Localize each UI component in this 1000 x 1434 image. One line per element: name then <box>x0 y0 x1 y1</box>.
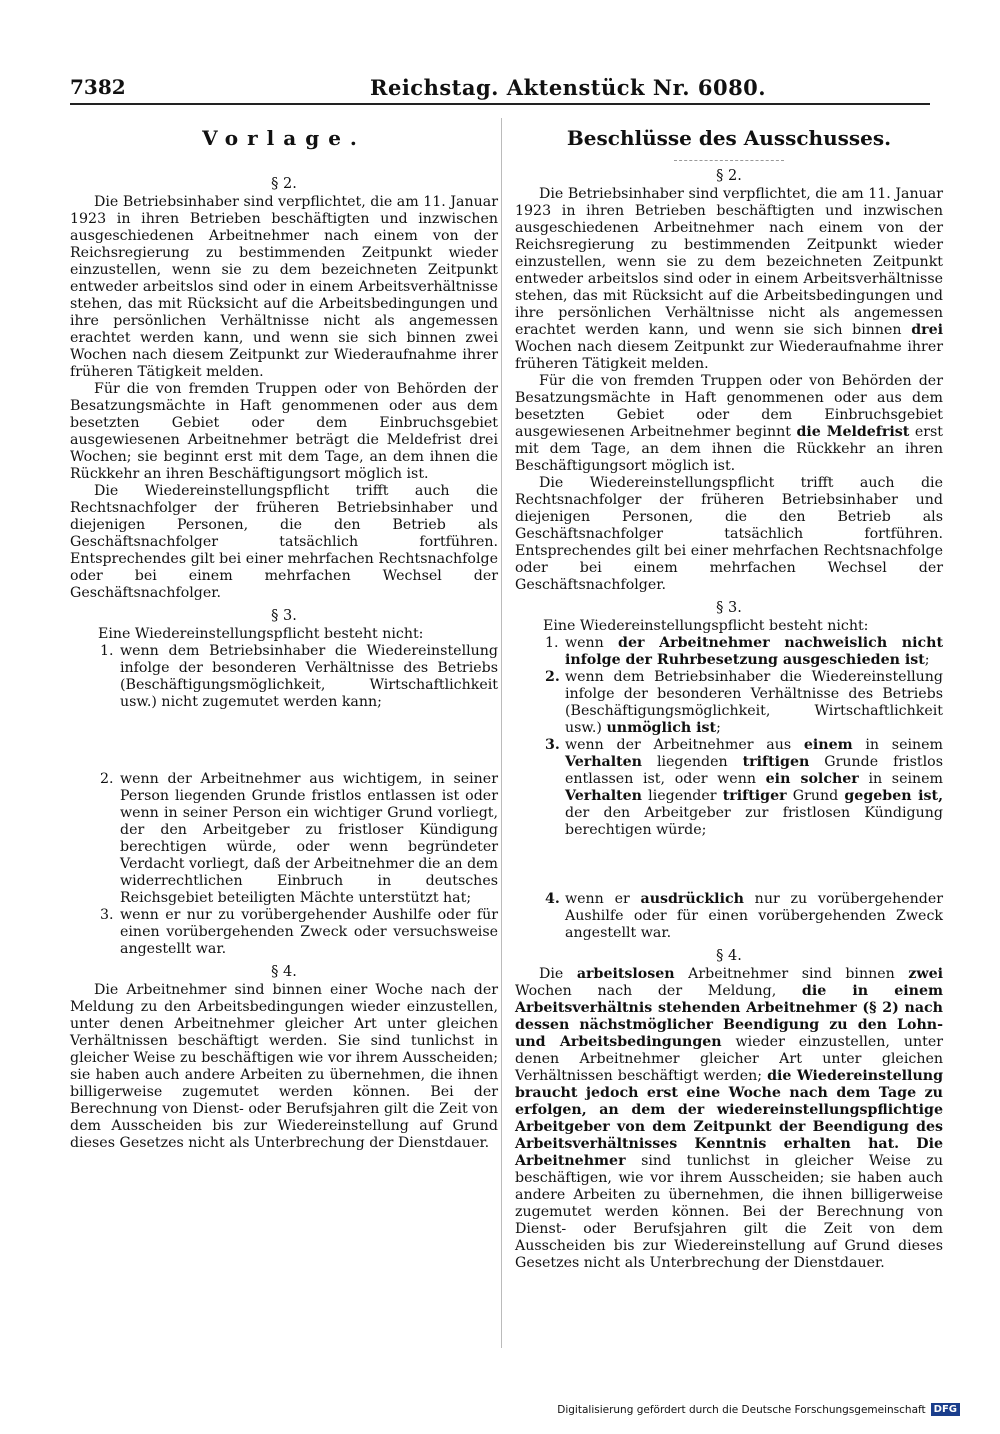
paragraph: Die arbeitslosen Arbeitnehmer sind binnen zwei Wochen nach der Meldung, die in einem Arbeitsverhältnis stehenden Arbeitnehmer (§ 2) nach dessen nächstmöglicher Beendigung zu den Lohn- und Arbeitsbedingungen wieder einzustellen, unter denen Arbeitnehmer gleicher Art unter gleichen Verhältnissen beschäftigt werden; die Wiedereinstellung braucht jedoch erst eine Woche nach dem Tage zu erfolgen, an dem der wiedereinstellungspflichtige Arbeitgeber von dem Zeitpunkt der Beendigung des Arbeitsverhältnisses Kenntnis erhalten hat. Die Arbeitnehmer sind tunlichst in gleicher Weise zu beschäftigen, wie vor ihrem Ausscheiden; sie haben auch andere Arbeiten zu übernehmen, die ihnen billigerweise zugemutet werden können. Bei der Berechnung von Dienst- oder Berufsjahren gilt die Zeit von dem Ausscheiden bis zur Wiedereinstellung auf Grund dieses Gesetzes nicht als Unterbrechung der Dienstdauer. <box>515 966 943 1271</box>
header-rule <box>70 103 930 105</box>
list-item <box>100 771 498 907</box>
item-text: wenn dem Betriebsinhaber die Wiedereinstellung infolge der besonderen Verhältnisse des Betriebs (Beschäftigungsmöglichkeit, Wirtschaftlichkeit usw.) nicht zugemutet werden kann; <box>120 643 498 710</box>
list-item <box>545 669 943 737</box>
page-number: 7382 <box>70 75 126 99</box>
paragraph: Die Arbeitnehmer sind binnen einer Woche nach der Meldung zu den Arbeitsbedingungen wieder einzustellen, unter denen Arbeitnehmer gleicher Art unter gleichen Verhältnissen beschäftigt werden. Sie sind tunlichst in gleicher Weise zu beschäftigen wie vor ihrem Ausscheiden; sie haben auch andere Arbeiten zu übernehmen, die ihnen billigerweise zugemutet werden können. Bei der Berechnung von Dienst- oder Berufsjahren gilt die Zeit von dem Ausscheiden bis zur Wiedereinstellung auf Grund dieses Gesetzes nicht als Unterbrechung der Dienstdauer. <box>70 982 498 1151</box>
list-item <box>545 635 943 669</box>
running-title: Reichstag. Aktenstück Nr. 6080. <box>370 75 767 100</box>
spacer <box>515 839 943 891</box>
dfg-logo: DFG <box>931 1403 960 1416</box>
left-column <box>70 118 498 1152</box>
column-separator <box>501 118 502 1348</box>
item-number: 2. <box>545 669 560 685</box>
section-title: § 2. <box>716 168 742 184</box>
section-title: § 3. <box>716 600 742 616</box>
left-column-heading: Vorlage. <box>202 126 366 150</box>
spacer <box>70 711 498 771</box>
paragraph: Für die von fremden Truppen oder von Behörden der Besatzungsmächte in Haft genommenen oder aus dem besetzten Gebiet oder dem Einbruchsgebiet ausgewiesenen Arbeitnehmer beträgt die Meldefrist drei Wochen; sie beginnt erst mit dem Tage, an dem ihnen die Rückkehr an ihren Beschäftigungsort möglich ist. <box>70 381 498 482</box>
section-intro: Eine Wiedereinstellungspflicht besteht nicht: <box>543 618 869 634</box>
list-item <box>100 907 498 958</box>
paragraph: Die Betriebsinhaber sind verpflichtet, die am 11. Januar 1923 in ihren Betrieben beschäftigten und inzwischen ausgeschiedenen Arbeitnehmer nach einem von der Reichsregierung zu bestimmenden Zeitpunkt wieder einzustellen, wenn sie zu dem bezeichneten Zeitpunkt entweder arbeitslos sind oder in einem Arbeitsverhältnisse stehen, das mit Rücksicht auf die Arbeitsbedingungen und ihre persönlichen Verhältnisse nicht als angemessen erachtet werden kann, und wenn sie sich binnen zwei Wochen nach diesem Zeitpunkt zur Wiederaufnahme ihrer früheren Tätigkeit melden. <box>70 194 498 380</box>
item-number: 4. <box>545 891 560 907</box>
item-number: 1. <box>545 635 559 651</box>
paragraph: Die Wiedereinstellungspflicht trifft auch die Rechtsnachfolger der früheren Betriebsinhaber und diejenigen Personen, die den Betrieb als Geschäftsnachfolger tatsächlich fortführen. Entsprechendes gilt bei einer mehrfachen Rechtsnachfolge oder bei einem mehrfachen Wechsel der Geschäftsnachfolger. <box>70 483 498 601</box>
section-title: § 4. <box>716 948 742 964</box>
list-item <box>545 737 943 839</box>
right-column-heading: Beschlüsse des Ausschusses. <box>566 126 892 150</box>
item-number: 3. <box>545 737 560 753</box>
section-title: § 4. <box>271 964 297 980</box>
item-number: 3. <box>100 907 114 923</box>
paragraph: Die Betriebsinhaber sind verpflichtet, die am 11. Januar 1923 in ihren Betrieben beschäftigten und inzwischen ausgeschiedenen Arbeitnehmer nach einem von der Reichsregierung zu bestimmenden Zeitpunkt wieder einzustellen, wenn sie zu dem bezeichneten Zeitpunkt entweder arbeitslos sind oder in einem Arbeitsverhältnisse stehen, das mit Rücksicht auf die Arbeitsbedingungen und ihre persönlichen Verhältnisse nicht als angemessen erachtet werden kann, und wenn sie sich binnen drei Wochen nach diesem Zeitpunkt zur Wiederaufnahme ihrer früheren Tätigkeit melden. <box>515 186 943 372</box>
item-number: 1. <box>100 643 114 659</box>
footer-text: Digitalisierung gefördert durch die Deutsche Forschungsgemeinschaft <box>557 1403 926 1416</box>
footer-credit <box>557 1403 960 1416</box>
item-text: wenn der Arbeitnehmer aus einem in seinem Verhalten liegenden triftigen Grunde fristlos entlassen ist, oder wenn ein solcher in seinem Verhalten liegender triftiger Grund gegeben ist, der den Arbeitgeber zur fristlosen Kündigung berechtigen würde; <box>565 737 944 838</box>
item-text: wenn er ausdrücklich nur zu vorübergehender Aushilfe oder für einen vorübergehenden Zweck angestellt war. <box>565 891 943 941</box>
item-text: wenn der Arbeitnehmer aus wichtigem, in seiner Person liegenden Grunde fristlos entlassen ist oder wenn in seiner Person ein wichtiger Grund vorliegt, der den Arbeitgeber zu fristloser Kündigung berechtigen würde, oder wenn begründeter Verdacht vorliegt, daß der Arbeitnehmer die an dem widerrechtlichen Einbruch in deutsches Reichsgebiet beteiligten Mächte unterstützt hat; <box>120 771 498 906</box>
item-text: wenn der Arbeitnehmer nachweislich nicht infolge der Ruhrbesetzung ausgeschieden ist; <box>565 635 943 668</box>
item-text: wenn dem Betriebsinhaber die Wiedereinstellung infolge der besonderen Verhältnisse des Betriebs (Beschäftigungsmöglichkeit, Wirtschaftlichkeit usw.) unmöglich ist; <box>565 669 943 736</box>
heading-rule <box>674 160 784 162</box>
section-title: § 3. <box>271 608 297 624</box>
paragraph: Für die von fremden Truppen oder von Behörden der Besatzungsmächte in Haft genommenen oder aus dem besetzten Gebiet oder dem Einbruchsgebiet ausgewiesenen Arbeitnehmer beginnt die Meldefrist erst mit dem Tage, an dem ihnen die Rückkehr an ihren Beschäftigungsort möglich ist. <box>515 373 943 474</box>
section-title: § 2. <box>271 176 297 192</box>
list-item <box>100 643 498 711</box>
item-number: 2. <box>100 771 114 787</box>
paragraph: Die Wiedereinstellungspflicht trifft auch die Rechtsnachfolger der früheren Betriebsinhaber und diejenigen Personen, die den Betrieb als Geschäftsnachfolger tatsächlich fortführen. Entsprechendes gilt bei einer mehrfachen Rechtsnachfolge oder bei einem mehrfachen Wechsel der Geschäftsnachfolger. <box>515 475 943 593</box>
section-intro: Eine Wiedereinstellungspflicht besteht nicht: <box>98 626 424 642</box>
right-column <box>515 118 943 1272</box>
list-item <box>545 891 943 942</box>
item-text: wenn er nur zu vorübergehender Aushilfe oder für einen vorübergehenden Zweck oder versuchsweise angestellt war. <box>120 907 498 957</box>
